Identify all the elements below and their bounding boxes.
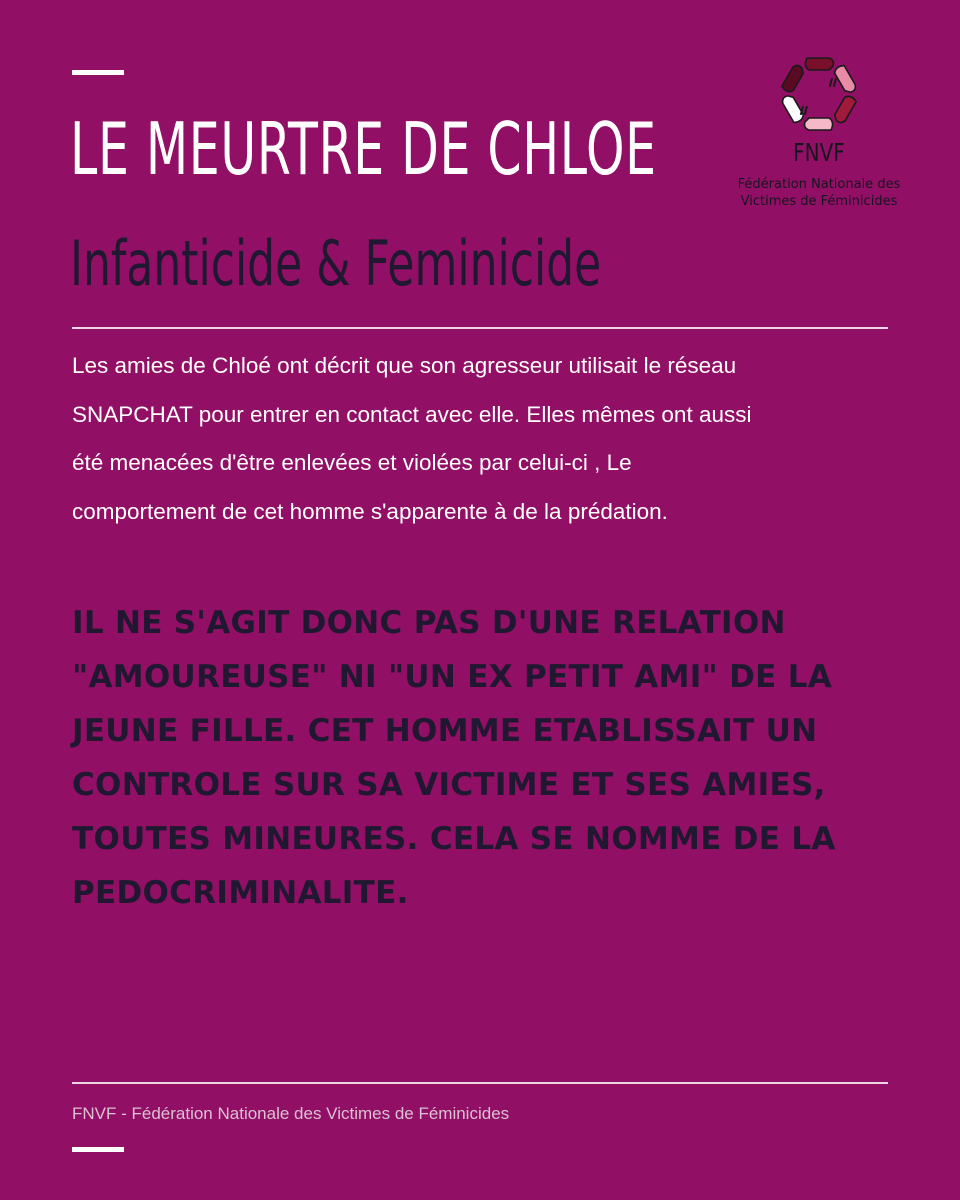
- bottom-accent-bar: [72, 1147, 124, 1152]
- footer-text: FNVF - Fédération Nationale des Victimes de Féminicides: [72, 1104, 510, 1123]
- logo-acronym: FNVF: [793, 138, 845, 167]
- logo-name-line-2: Victimes de Féminicides: [740, 194, 898, 209]
- footer-divider: [72, 1082, 888, 1084]
- statement-text: IL NE S'AGIT DONC PAS D'UNE RELATION "AMOUREUSE" NI "UN EX PETIT AMI" DE LA JEUNE FILLE. CET HOMME ETABLISSAIT UN CONTROLE SUR SA VICTIME ET SES AMIES, TOUTES MINEURES. CELA SE NOMME DE LA PEDOCRIMINALITE.: [72, 605, 836, 911]
- circle-of-hands-icon: [779, 52, 859, 136]
- page-subtitle: Infanticide & Feminicide: [70, 227, 602, 300]
- body-paragraph: Les amies de Chloé ont décrit que son agresseur utilisait le réseau SNAPCHAT pour entrer en contact avec elle. Elles mêmes ont aussi été menacées d'être enlevées et violées par celui-ci , Le comportement de cet homme s'apparente à de la prédation.: [72, 353, 752, 524]
- header-divider: [72, 327, 888, 329]
- logo-name-line-1: Fédération Nationale des: [737, 177, 901, 192]
- page-title: LE MEURTRE DE CHLOE: [70, 107, 657, 191]
- fnvf-logo: [726, 52, 912, 212]
- top-accent-bar: [72, 70, 124, 75]
